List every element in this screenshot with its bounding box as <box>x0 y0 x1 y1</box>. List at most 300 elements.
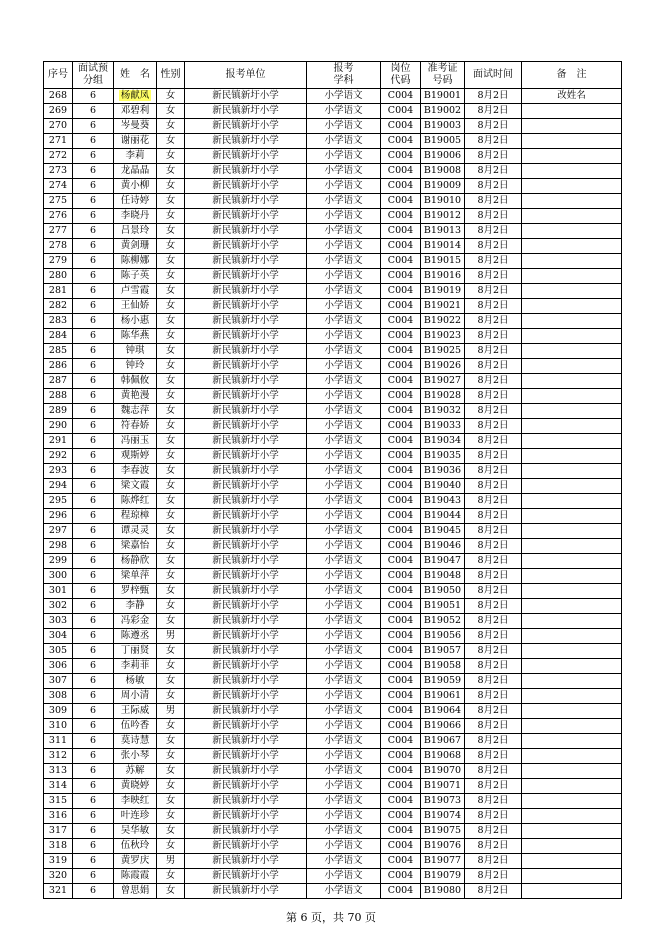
cell-no: 317 <box>44 824 73 839</box>
cell-name: 李晓丹 <box>114 209 157 224</box>
cell-group: 6 <box>73 839 114 854</box>
cell-sex: 女 <box>157 449 185 464</box>
cell-ticket: B19074 <box>421 809 465 824</box>
cell-group: 6 <box>73 269 114 284</box>
cell-no: 288 <box>44 389 73 404</box>
cell-post: C004 <box>381 134 421 149</box>
cell-subject: 小学语文 <box>307 584 381 599</box>
cell-no: 286 <box>44 359 73 374</box>
cell-note: 改姓名 <box>522 89 622 104</box>
cell-post: C004 <box>381 704 421 719</box>
cell-no: 307 <box>44 674 73 689</box>
cell-ticket: B19075 <box>421 824 465 839</box>
cell-sex: 女 <box>157 119 185 134</box>
cell-name: 吴华敏 <box>114 824 157 839</box>
table-row <box>44 854 622 869</box>
table-row <box>44 779 622 794</box>
cell-ticket: B19010 <box>421 194 465 209</box>
cell-date: 8月2日 <box>465 419 522 434</box>
cell-note <box>522 299 622 314</box>
cell-sex: 女 <box>157 884 185 899</box>
cell-name: 韩佩攸 <box>114 374 157 389</box>
cell-note <box>522 344 622 359</box>
cell-note <box>522 854 622 869</box>
cell-no: 306 <box>44 659 73 674</box>
cell-date: 8月2日 <box>465 209 522 224</box>
cell-ticket: B19002 <box>421 104 465 119</box>
table-row <box>44 569 622 584</box>
page-footer: 第 6 页，共 70 页 <box>286 911 376 924</box>
cell-group: 6 <box>73 554 114 569</box>
cell-subject: 小学语文 <box>307 404 381 419</box>
cell-name: 丁丽贤 <box>114 644 157 659</box>
cell-sex: 女 <box>157 779 185 794</box>
cell-sex: 女 <box>157 599 185 614</box>
cell-unit: 新民镇新圩小学 <box>185 179 307 194</box>
cell-note <box>522 284 622 299</box>
table-row <box>44 494 622 509</box>
cell-unit: 新民镇新圩小学 <box>185 794 307 809</box>
cell-post: C004 <box>381 689 421 704</box>
cell-post: C004 <box>381 449 421 464</box>
cell-subject: 小学语文 <box>307 629 381 644</box>
cell-note <box>522 179 622 194</box>
cell-no: 269 <box>44 104 73 119</box>
cell-subject: 小学语文 <box>307 179 381 194</box>
cell-group: 6 <box>73 164 114 179</box>
cell-name <box>114 89 157 104</box>
table-row <box>44 284 622 299</box>
cell-date: 8月2日 <box>465 764 522 779</box>
cell-group: 6 <box>73 779 114 794</box>
cell-subject: 小学语文 <box>307 119 381 134</box>
cell-ticket: B19005 <box>421 134 465 149</box>
cell-ticket: B19009 <box>421 179 465 194</box>
cell-sex: 女 <box>157 359 185 374</box>
cell-unit: 新民镇新圩小学 <box>185 104 307 119</box>
cell-ticket: B19056 <box>421 629 465 644</box>
cell-name: 李映红 <box>114 794 157 809</box>
cell-name: 岑曼葵 <box>114 119 157 134</box>
cell-sex: 女 <box>157 644 185 659</box>
cell-unit: 新民镇新圩小学 <box>185 824 307 839</box>
cell-unit: 新民镇新圩小学 <box>185 359 307 374</box>
cell-unit: 新民镇新圩小学 <box>185 779 307 794</box>
cell-subject: 小学语文 <box>307 839 381 854</box>
cell-unit: 新民镇新圩小学 <box>185 764 307 779</box>
table-row <box>44 884 622 899</box>
cell-ticket: B19064 <box>421 704 465 719</box>
cell-subject: 小学语文 <box>307 554 381 569</box>
cell-no: 274 <box>44 179 73 194</box>
table-row <box>44 644 622 659</box>
cell-sex: 女 <box>157 299 185 314</box>
cell-group: 6 <box>73 689 114 704</box>
cell-ticket: B19001 <box>421 89 465 104</box>
cell-post: C004 <box>381 599 421 614</box>
cell-no: 301 <box>44 584 73 599</box>
cell-group: 6 <box>73 479 114 494</box>
cell-note <box>522 314 622 329</box>
cell-note <box>522 659 622 674</box>
cell-no: 291 <box>44 434 73 449</box>
cell-post: C004 <box>381 119 421 134</box>
table-header <box>44 62 622 89</box>
table-row <box>44 404 622 419</box>
cell-post: C004 <box>381 749 421 764</box>
cell-group: 6 <box>73 809 114 824</box>
cell-sex: 女 <box>157 479 185 494</box>
cell-subject: 小学语文 <box>307 749 381 764</box>
cell-subject: 小学语文 <box>307 809 381 824</box>
cell-name: 钟琪 <box>114 344 157 359</box>
cell-unit: 新民镇新圩小学 <box>185 734 307 749</box>
cell-no: 277 <box>44 224 73 239</box>
table-row <box>44 554 622 569</box>
cell-subject: 小学语文 <box>307 764 381 779</box>
cell-ticket: B19048 <box>421 569 465 584</box>
cell-unit: 新民镇新圩小学 <box>185 314 307 329</box>
cell-ticket: B19073 <box>421 794 465 809</box>
cell-unit: 新民镇新圩小学 <box>185 884 307 899</box>
cell-note <box>522 824 622 839</box>
cell-post: C004 <box>381 164 421 179</box>
cell-subject: 小学语文 <box>307 719 381 734</box>
cell-sex: 女 <box>157 659 185 674</box>
cell-group: 6 <box>73 569 114 584</box>
cell-subject: 小学语文 <box>307 329 381 344</box>
cell-ticket: B19059 <box>421 674 465 689</box>
cell-ticket: B19013 <box>421 224 465 239</box>
cell-ticket: B19008 <box>421 164 465 179</box>
cell-subject: 小学语文 <box>307 884 381 899</box>
cell-group: 6 <box>73 869 114 884</box>
cell-name: 观斯婷 <box>114 449 157 464</box>
cell-no: 314 <box>44 779 73 794</box>
cell-sex: 女 <box>157 104 185 119</box>
cell-note <box>522 584 622 599</box>
cell-unit: 新民镇新圩小学 <box>185 839 307 854</box>
cell-group: 6 <box>73 419 114 434</box>
cell-name: 陈华燕 <box>114 329 157 344</box>
cell-group: 6 <box>73 584 114 599</box>
cell-no: 318 <box>44 839 73 854</box>
cell-note <box>522 449 622 464</box>
cell-date: 8月2日 <box>465 179 522 194</box>
cell-ticket: B19058 <box>421 659 465 674</box>
cell-note <box>522 539 622 554</box>
cell-subject: 小学语文 <box>307 209 381 224</box>
cell-sex: 女 <box>157 824 185 839</box>
cell-unit: 新民镇新圩小学 <box>185 239 307 254</box>
cell-note <box>522 464 622 479</box>
cell-note <box>522 689 622 704</box>
table-row <box>44 134 622 149</box>
cell-group: 6 <box>73 389 114 404</box>
cell-date: 8月2日 <box>465 614 522 629</box>
cell-subject: 小学语文 <box>307 794 381 809</box>
cell-subject: 小学语文 <box>307 419 381 434</box>
cell-date: 8月2日 <box>465 374 522 389</box>
cell-sex: 女 <box>157 434 185 449</box>
cell-ticket: B19079 <box>421 869 465 884</box>
cell-group: 6 <box>73 509 114 524</box>
cell-post: C004 <box>381 89 421 104</box>
cell-post: C004 <box>381 479 421 494</box>
cell-group: 6 <box>73 884 114 899</box>
cell-group: 6 <box>73 374 114 389</box>
cell-unit: 新民镇新圩小学 <box>185 194 307 209</box>
cell-subject: 小学语文 <box>307 449 381 464</box>
cell-ticket: B19014 <box>421 239 465 254</box>
cell-sex: 女 <box>157 269 185 284</box>
cell-name: 卢雪霞 <box>114 284 157 299</box>
cell-no: 281 <box>44 284 73 299</box>
cell-date: 8月2日 <box>465 329 522 344</box>
cell-date: 8月2日 <box>465 794 522 809</box>
cell-no: 309 <box>44 704 73 719</box>
table-row <box>44 524 622 539</box>
cell-sex: 女 <box>157 314 185 329</box>
cell-post: C004 <box>381 419 421 434</box>
cell-unit: 新民镇新圩小学 <box>185 659 307 674</box>
cell-name: 李春波 <box>114 464 157 479</box>
cell-date: 8月2日 <box>465 194 522 209</box>
cell-name: 陈霞霞 <box>114 869 157 884</box>
cell-unit: 新民镇新圩小学 <box>185 374 307 389</box>
cell-unit: 新民镇新圩小学 <box>185 344 307 359</box>
cell-note <box>522 839 622 854</box>
cell-note <box>522 374 622 389</box>
table-row <box>44 194 622 209</box>
cell-group: 6 <box>73 674 114 689</box>
cell-date: 8月2日 <box>465 704 522 719</box>
table-row <box>44 314 622 329</box>
cell-no: 303 <box>44 614 73 629</box>
cell-date: 8月2日 <box>465 344 522 359</box>
cell-sex: 女 <box>157 809 185 824</box>
cell-note <box>522 494 622 509</box>
cell-post: C004 <box>381 524 421 539</box>
cell-unit: 新民镇新圩小学 <box>185 404 307 419</box>
cell-note <box>522 764 622 779</box>
cell-no: 302 <box>44 599 73 614</box>
cell-subject: 小学语文 <box>307 824 381 839</box>
cell-date: 8月2日 <box>465 584 522 599</box>
cell-note <box>522 419 622 434</box>
cell-subject: 小学语文 <box>307 479 381 494</box>
cell-name: 冯彩金 <box>114 614 157 629</box>
cell-subject: 小学语文 <box>307 224 381 239</box>
cell-ticket: B19050 <box>421 584 465 599</box>
cell-note <box>522 194 622 209</box>
cell-unit: 新民镇新圩小学 <box>185 479 307 494</box>
table-row <box>44 374 622 389</box>
cell-unit: 新民镇新圩小学 <box>185 509 307 524</box>
cell-group: 6 <box>73 254 114 269</box>
table-row <box>44 149 622 164</box>
cell-subject: 小学语文 <box>307 689 381 704</box>
cell-ticket: B19003 <box>421 119 465 134</box>
cell-ticket: B19032 <box>421 404 465 419</box>
cell-name: 王仙娇 <box>114 299 157 314</box>
cell-post: C004 <box>381 269 421 284</box>
cell-ticket: B19025 <box>421 344 465 359</box>
cell-ticket: B19023 <box>421 329 465 344</box>
table-row <box>44 509 622 524</box>
cell-date: 8月2日 <box>465 869 522 884</box>
cell-date: 8月2日 <box>465 284 522 299</box>
cell-post: C004 <box>381 824 421 839</box>
cell-date: 8月2日 <box>465 164 522 179</box>
cell-sex: 女 <box>157 614 185 629</box>
cell-date: 8月2日 <box>465 299 522 314</box>
cell-note <box>522 329 622 344</box>
cell-name: 梁嘉怡 <box>114 539 157 554</box>
header-note: 备 注 <box>522 62 622 89</box>
cell-note <box>522 554 622 569</box>
cell-sex: 女 <box>157 509 185 524</box>
cell-ticket: B19061 <box>421 689 465 704</box>
table-row <box>44 419 622 434</box>
cell-name: 吕景玲 <box>114 224 157 239</box>
cell-ticket: B19006 <box>421 149 465 164</box>
cell-ticket: B19066 <box>421 719 465 734</box>
cell-subject: 小学语文 <box>307 104 381 119</box>
cell-no: 268 <box>44 89 73 104</box>
cell-no: 311 <box>44 734 73 749</box>
cell-note <box>522 104 622 119</box>
cell-post: C004 <box>381 509 421 524</box>
cell-note <box>522 794 622 809</box>
cell-group: 6 <box>73 629 114 644</box>
table-row <box>44 104 622 119</box>
cell-unit: 新民镇新圩小学 <box>185 89 307 104</box>
cell-sex: 女 <box>157 584 185 599</box>
cell-no: 304 <box>44 629 73 644</box>
cell-sex: 女 <box>157 209 185 224</box>
cell-sex: 女 <box>157 839 185 854</box>
cell-subject: 小学语文 <box>307 374 381 389</box>
cell-post: C004 <box>381 734 421 749</box>
cell-date: 8月2日 <box>465 434 522 449</box>
cell-unit: 新民镇新圩小学 <box>185 869 307 884</box>
cell-group: 6 <box>73 764 114 779</box>
cell-post: C004 <box>381 434 421 449</box>
cell-name: 伍秋玲 <box>114 839 157 854</box>
cell-unit: 新民镇新圩小学 <box>185 419 307 434</box>
cell-post: C004 <box>381 674 421 689</box>
cell-subject: 小学语文 <box>307 869 381 884</box>
cell-group: 6 <box>73 659 114 674</box>
cell-group: 6 <box>73 329 114 344</box>
cell-group: 6 <box>73 194 114 209</box>
cell-note <box>522 209 622 224</box>
cell-subject: 小学语文 <box>307 524 381 539</box>
cell-note <box>522 734 622 749</box>
cell-unit: 新民镇新圩小学 <box>185 569 307 584</box>
cell-name: 杨敏 <box>114 674 157 689</box>
table-row <box>44 869 622 884</box>
cell-group: 6 <box>73 749 114 764</box>
cell-date: 8月2日 <box>465 824 522 839</box>
cell-no: 290 <box>44 419 73 434</box>
cell-no: 292 <box>44 449 73 464</box>
cell-ticket: B19045 <box>421 524 465 539</box>
cell-name: 王际威 <box>114 704 157 719</box>
cell-date: 8月2日 <box>465 149 522 164</box>
cell-no: 308 <box>44 689 73 704</box>
cell-sex: 女 <box>157 524 185 539</box>
cell-date: 8月2日 <box>465 89 522 104</box>
cell-note <box>522 569 622 584</box>
cell-date: 8月2日 <box>465 569 522 584</box>
cell-group: 6 <box>73 614 114 629</box>
table-row <box>44 89 622 104</box>
table-row <box>44 224 622 239</box>
cell-note <box>522 599 622 614</box>
cell-subject: 小学语文 <box>307 284 381 299</box>
cell-ticket: B19076 <box>421 839 465 854</box>
cell-date: 8月2日 <box>465 254 522 269</box>
cell-unit: 新民镇新圩小学 <box>185 299 307 314</box>
cell-subject: 小学语文 <box>307 194 381 209</box>
cell-subject: 小学语文 <box>307 164 381 179</box>
table-row <box>44 254 622 269</box>
cell-group: 6 <box>73 794 114 809</box>
cell-unit: 新民镇新圩小学 <box>185 809 307 824</box>
cell-date: 8月2日 <box>465 449 522 464</box>
cell-no: 272 <box>44 149 73 164</box>
cell-name: 张小琴 <box>114 749 157 764</box>
cell-note <box>522 884 622 899</box>
cell-group: 6 <box>73 134 114 149</box>
cell-ticket: B19040 <box>421 479 465 494</box>
cell-unit: 新民镇新圩小学 <box>185 209 307 224</box>
cell-subject: 小学语文 <box>307 779 381 794</box>
cell-subject: 小学语文 <box>307 89 381 104</box>
cell-ticket: B19028 <box>421 389 465 404</box>
cell-post: C004 <box>381 254 421 269</box>
cell-no: 276 <box>44 209 73 224</box>
cell-sex: 女 <box>157 89 185 104</box>
cell-post: C004 <box>381 344 421 359</box>
cell-date: 8月2日 <box>465 749 522 764</box>
cell-name: 邓碧利 <box>114 104 157 119</box>
cell-sex: 女 <box>157 569 185 584</box>
table-row <box>44 614 622 629</box>
cell-ticket: B19077 <box>421 854 465 869</box>
cell-post: C004 <box>381 884 421 899</box>
cell-name: 陈柳娜 <box>114 254 157 269</box>
cell-sex: 男 <box>157 854 185 869</box>
cell-sex: 女 <box>157 149 185 164</box>
cell-group: 6 <box>73 854 114 869</box>
cell-note <box>522 434 622 449</box>
header-name: 姓 名 <box>114 62 157 89</box>
cell-subject: 小学语文 <box>307 569 381 584</box>
cell-post: C004 <box>381 854 421 869</box>
cell-ticket: B19070 <box>421 764 465 779</box>
cell-post: C004 <box>381 659 421 674</box>
cell-note <box>522 389 622 404</box>
cell-unit: 新民镇新圩小学 <box>185 719 307 734</box>
header-unit: 报考单位 <box>185 62 307 89</box>
cell-date: 8月2日 <box>465 689 522 704</box>
cell-group: 6 <box>73 434 114 449</box>
cell-note <box>522 749 622 764</box>
cell-post: C004 <box>381 869 421 884</box>
